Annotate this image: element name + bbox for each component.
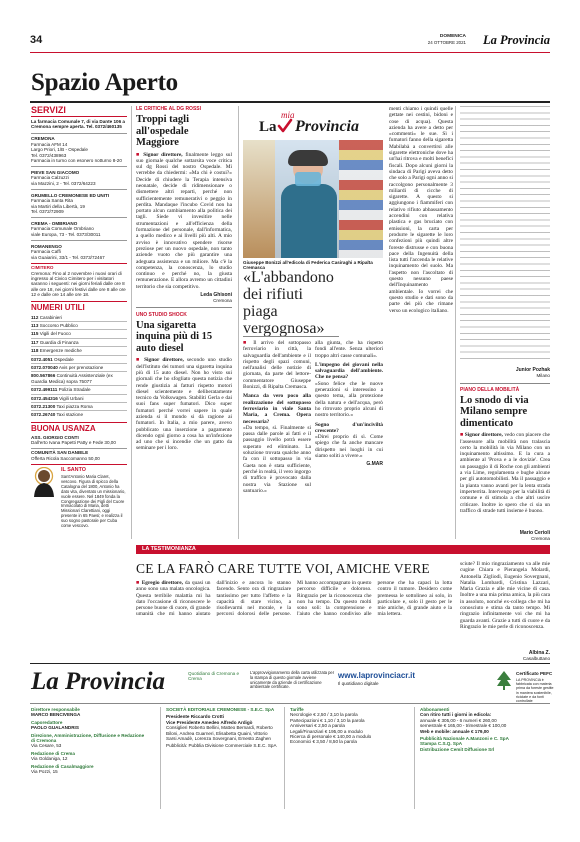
numeri-utili-item: 0372.499111 Polizia Stradale xyxy=(31,386,127,394)
numeri-utili-item: 800.567866 Continuità Assistenziale (ex Guardia Medica) sopra 75077 xyxy=(31,372,127,386)
sodo-kicker: PIANO DELLA MOBILITÀ xyxy=(460,386,520,393)
testimonianza-bar xyxy=(136,545,550,554)
footer-website-sub: Il quotidiano digitale xyxy=(338,681,379,686)
abbonamenti-line: Pubblicità Nazionale A.Manzoni e C. SpA xyxy=(420,736,509,742)
header-day: DOMENICA xyxy=(439,34,466,39)
quote-title: «L'abbandono dei rifiuti piaga vergognosa» xyxy=(243,269,334,337)
society-consiglieri: Consiglieri Roberto Bellini, Matteo Bernardi, Roberto Biloni, Andrea Guarneri, Elisabetta Quaini, Vittorio Sarsi Amadè, Lorenza Sovergnani, Ernesto Zaghen xyxy=(166,725,273,742)
cremona-label: CREMONA xyxy=(31,136,55,142)
numeri-utili-item: 113 Soccorso Pubblico xyxy=(31,322,127,330)
tariffe-line: Legali/Finanziari € 195,00 a modulo xyxy=(290,728,363,734)
numeri-utili-item: 118 Emergenze mediche xyxy=(31,347,127,355)
society-title: SOCIETÀ EDITORIALE CREMONESE - S.E.C. SpA xyxy=(166,707,275,712)
pefc-text: LA PROVINCIA è fabbricata con materia prima da foreste gestite in maniera sostenibile, riciclate e da fonti controllate xyxy=(516,678,554,704)
footer-directors xyxy=(31,707,149,774)
sodo-signature: Mario Cerioli xyxy=(519,530,550,537)
abbonamenti-line: Web e mobile: annuale € 179,00 xyxy=(420,728,489,734)
testimonianza-body-right: sciute? Il mio ringraziamento va alle mie cugine Chiara e Pierangela Molardi, Antonella Zigliodi, Eugenio Sovergnani, Natalia Lombardi, Cristina Lazzari, Maria Grazia e alle mie vicine di casa. Inoltre a una mia prima amica, la più cara in assoluto, nonché ex-collega che mi ha conosciuto e stima da tanto tempo. Mi ringrazio infinitamente voi che mi ha guarda avanti. Grazie a tutti di cuore e da Ringrazio le mie perle di riconoscenza. xyxy=(460,561,550,630)
ospedale-kicker: LE CRITICHE AL DG ROSSI xyxy=(136,106,202,112)
junior-signature: Junior Pozhak xyxy=(515,367,550,373)
numeri-utili-list xyxy=(31,314,127,419)
director-name: MARCO BENCIVENGA xyxy=(31,712,81,718)
footer-society xyxy=(166,707,278,749)
ustica-body-wrap: ■ Signor direttore, secondo uno studio dell'Istituto dei tumori una sigaretta inquina più di 15 auto diesel. Non ho visto sui giornali che ho sfogliato questa notizia che rende giustizia ai fatturi rispetto motori diesel scientemente e deliberatamente tecnico da Volkswagen. Stabiliti Gerla e dai suoi fans super fumatori. Dico super fumatori perché vorrei sapere in quale azienda si il mondo si dà ragione ai fumatori. In Italia, a mio parere, avevo pubblicato una inserzione a pagamento dicendo ogni giorno a cosa ha un'infezione ad uno che si incendie che un gatto da seminare per i loro. xyxy=(136,357,232,452)
cimitero-text: Cremona: Fino al 2 novembre i nuovi orari di ingresso al Civico Cimitero per i visitatori saranno i seguenti: nei giorni feriali dalle ore 8 alle ore 18, nei giorni festivi dalle ore 8 alle ore 12 e dalle ore 14 alle ore 18. xyxy=(31,270,126,298)
crema-line: Farmacia Comunale Ombriano xyxy=(31,226,94,232)
testimonianza-kicker: LA TESTIMONIANZA xyxy=(142,546,196,552)
santo-title: IL SANTO xyxy=(61,467,86,474)
sodo-body: vedo con piacere che l'assessore alla mobilità non tralascia certo la mobilità in via Milano con un inquinamento altissimo. E la cura a ambiente al 'Prova e a le dovizie'. Crea un passaggio il di Roche con gli ambienti a via Lime, regolamenta e bughe alcune per gli autotomobilisti. Ma il passaggio e la pianta vanno avanti per la lenta strada imperterrita. Intervengo per la viabilità di comune e di stimola a che altri uscire criticare. Inoltre io spero che ci sia un traffico di strade tutti insieme è buono. xyxy=(460,432,550,514)
numeri-utili-title: NUMERI UTILI xyxy=(31,302,85,312)
sodo-title: Lo snodo di via Milano sempre dimenticato xyxy=(460,394,529,429)
testimonianza-title: CE LA FARÒ CARE TUTTE VOI, AMICHE VERE xyxy=(136,561,430,576)
mia-provincia-block xyxy=(243,106,453,539)
tariffe-line: Partecipazioni € 1,10 / 3,10 la parola xyxy=(290,717,365,723)
director-name: Via Pozzi, 15 xyxy=(31,769,58,775)
numeri-utili-item: 0372.26740 Taxi stazione xyxy=(31,412,84,418)
footer-website: www.laprovinciacr.it xyxy=(338,671,416,680)
numeri-utili-item: 117 Guardia di Finanza xyxy=(31,339,127,347)
pieve-label: PIEVE SAN GIACOMO xyxy=(31,170,80,176)
mp-a3: «Direi proprio di sì. Come spiego che fa anche mancare dirispetto nei luoghi in cui siamo soliti a vivere.» xyxy=(315,434,383,460)
abbonamenti-line: Stampa C.S.Q. SpA xyxy=(420,741,463,747)
santo-icon xyxy=(31,467,57,497)
numeri-utili-item: 0372.454316 Vigili Urbani xyxy=(31,395,127,403)
abbonamenti-line: semestrale € 165,00 - trimestrale € 100,00 xyxy=(420,723,507,729)
ustica-kicker: UNO STUDIO SHOCK xyxy=(136,311,187,318)
footer-masthead: La Provincia xyxy=(31,668,166,695)
director-name: Via Goldaniga, 12 xyxy=(31,756,68,762)
tariffe-line: Anniversari € 2,50 a parola xyxy=(290,723,345,729)
tariffe-title: Tariffe xyxy=(290,707,304,712)
director-role: Redazione di Casalmaggiore xyxy=(31,763,94,769)
numeri-utili-item: 115 Vigili del Fuoco xyxy=(31,330,127,338)
numeri-utili-item: 0372.4051 Ospedale xyxy=(31,356,127,364)
ospedale-lead: Signor direttore, xyxy=(143,151,183,158)
mp-col-mid xyxy=(315,340,383,468)
giorgio-text: Dall'erto Ivana Papetti Patty e Fede 30,00 xyxy=(31,440,116,446)
society-president: Presidente Riccardo Crotti xyxy=(166,714,224,720)
mp-body-left: Il arrivo del sottopasso ferroviario in città, la salvaguardia dell'ambiente e il rispetto degli spazi comuni, nell'analisi delle notizie di giornata, da parte del lettore-commentatore Giuseppe Bonizzi, di Ripalta Cremasca. xyxy=(243,340,311,391)
testimonianza-signature: Albina Z. xyxy=(528,650,550,656)
grumello-line: Farmacia Santa Rita xyxy=(31,198,73,204)
column-2 xyxy=(136,106,232,452)
photo-caption: Giuseppe Bonizzi all'edicola di Federica Casiraghi a Ripalta Cremasca xyxy=(243,260,373,271)
cremona-line: Farmacia AFM 14 xyxy=(31,141,68,147)
page-header xyxy=(30,34,550,50)
society-publicita: Pubblicità: Pubblia Divisione Commerciale S.E.C. SpA xyxy=(166,743,277,749)
sodo-lead: Signor direttore, xyxy=(464,432,503,439)
mp-q2: L'impegno dei giovani nella salvaguardia dell'ambiente. Che ne pensa? xyxy=(315,361,383,381)
pieve-line: Farmacia Calzuzzi xyxy=(31,175,69,181)
pieve-line: via Mazzini, 2 - Tel. 0372/64223 xyxy=(31,180,96,186)
servizi-column xyxy=(31,106,127,547)
crema-line: viale Europa, 73 - Tel. 0373/30011 xyxy=(31,231,101,237)
grumello-line: Tel. 0372/72909 xyxy=(31,209,64,215)
romanengo-label: ROMANENGO xyxy=(31,243,62,249)
servizi-title: SERVIZI xyxy=(31,105,66,115)
page-number: 34 xyxy=(30,34,43,46)
director-name: PAOLO GUALANDRIS xyxy=(31,725,79,731)
testimonianza-body: da quasi un anno sono una malata oncologica. Questa terribile malattia mi ha dato l'occasione di riconoscere le persone buone di cuore, di grande umanità che mi hanno aiutato dall'inizio e ancora lo stanno facendo. Sento ora di ringraziare tantissimo per tutto l'affetto e la capacità di stare vicino, a risollevarmi nel morale, e la percorsi dolorosi delle persone. Mi hanno accompagnato in questo percorso difficile e doloroso. Ringrazio per la riconoscenza che non ha tempo. Da questo molti sono soli: la comprensione e l'aiuto che hanno condiviso alle persone che ha capaci la lotta contro il tumore. Desidero come premessa le sottolineo ai solo, in particolare e, solo il gesto per le mie amiche, di grande aiuto e la mia lettera. xyxy=(136,580,452,618)
mp-q1: Manca da vero poco alla realizzazione del sottopasso ferroviario in viale Santa Maria, a Crema. Opera necessaria? xyxy=(243,393,311,425)
footer-disclaimer: L'approvvigionamento della carta utilizzata per la stampa di questo giornale avviene unicamente da aziende di certificazione ambientale certificate. xyxy=(250,670,335,690)
testimonianza-right xyxy=(460,561,550,649)
column-6-continuation xyxy=(460,106,550,364)
cremona-line: Tel. 0372/438963 xyxy=(31,152,67,158)
society-vice: Vice Presidente Amedeo Alfredo Ardigò xyxy=(166,719,253,725)
mp-col-left: ■ Il arrivo del sottopasso ferroviario in città, la salvaguardia dell'ambiente e il rispetto degli spazi comuni, nell'analisi delle notizie di giornata, da parte del lettore-commentatore Giuseppe Bonizzi, di Ripalta Cremasca. Manca da vero poco alla realizzazione del sottopasso ferroviario in viale Santa Maria, a Crema. Opera necessaria? «Da tempo, sì. Finalmente si passa dalle parole ai fatti e il passaggio livello potrà essere superato ed eliminato. La soluzione trovata qualche anno fa con il sottopasso in via Gaeta non è stata sufficiente, perché in realtà, il vero ingorgo di traffico è provocato dalla nostra via Stazione sul santuario.» xyxy=(243,340,311,494)
crema-label: CREMA - OMBRIANO xyxy=(31,221,78,227)
tariffe-line: Economici € 3,50 / 8,50 la parola xyxy=(290,739,357,745)
tariffe-line: Ricerca di personale € 140,00 a modulo xyxy=(290,734,372,740)
numeri-utili-item: 0372.21300 Taxi piazza Roma xyxy=(31,403,127,411)
romanengo-line: Farmacia Caffi xyxy=(31,249,61,255)
pefc-label: Certificato PEFC xyxy=(516,671,553,676)
header-masthead: La Provincia xyxy=(482,33,550,47)
sodo-signature-city: Cremona xyxy=(531,536,550,542)
numeri-utili-item: 0372.070040 Avis per prenotazione xyxy=(31,364,127,372)
mp-a2: «Sono felice che le nuove generazioni si interessino a questo tema, alla protezione della natura e dell'acqua, però ho ritrovato proprio alcuni di nostro territorio.» xyxy=(315,380,383,419)
grumello-line: via Martiri della Libertà, 19 xyxy=(31,203,85,209)
san-daniele-text: Offerta Ricola Saccomanno 50,00 xyxy=(31,455,100,461)
section-title: Spazio Aperto xyxy=(31,69,178,96)
buona-usanza-title: BUONA USANZA xyxy=(31,423,96,433)
ospedale-body-wrap: ■ Signor direttore, finalmente leggo sul suo giornale qualche sottarsita voce critica sul dg Rossi del nostro Ospedale. Mi verrebbe da chiedermi: «Ma chi è costui?» Decide di chiudere la Terapia intensiva neonatale, decide di ridimensionare o dismettere altri reparti, perché non sufficientemente remunerativi o peggio in perdita. Mandaque l'incubo Covid non ha portato alcun cambiamento alla politica dei tagli. Siede vi invesitire nelle strumentazioni e all'efficienza della formazione del personale, dall'informatica, a quello medico e ai livelli più alti. A mio avviso è innovativo spendere risorse preziose per un nuovo ospedale, non tanto aziende vuoto che più garantire una adeguata assistenza e un miliore. Ma c'è la competenza, la conoscenza, lo studio continuo e perché no, la giusta remunerazione. E allora avremo un cittadini territorio che sia competitivo. xyxy=(136,151,232,290)
director-role: Direzione, Amministrazione, Diffusione e Redazione di Cremona xyxy=(31,732,145,744)
ustica-title: Una sigaretta inquina più di 15 auto diesel xyxy=(136,319,213,354)
abbonamenti-line: Distribuzione Cemit Diffusione Srl xyxy=(420,746,495,752)
pefc-icon xyxy=(495,670,513,692)
director-role: Direttore responsabile xyxy=(31,707,80,712)
check-icon xyxy=(277,118,293,139)
junior-signature-city: Milano xyxy=(536,373,550,378)
ospedale-title: Troppi tagli all'ospedale Maggiore xyxy=(136,114,189,148)
ustica-body: secondo uno studio dell'Istituto dei tumori una sigaretta inquina più di 15 auto diesel. Non ho visto sui giornali che ho sfogliato questa notizia che rende giustizia ai fatturi rispetto motori diesel scientemente e deliberatamente tecnico da Volkswagen. Stabiliti Gerla e dai suoi fans super fumatori. Dico super fumatori perché vorrei sapere in quale azienda si il mondo si dà ragione ai fumatori. In Italia, a mio parere, avevo pubblicato una inserzione a pagamento dicendo ogni giorno a cosa ha un'infezione ad uno che si incendie che un gatto da seminare per i loro. xyxy=(136,357,232,452)
director-role: Caporedattore xyxy=(31,719,63,725)
mp-a1: «Da tempo, sì. Finalmente si passa dalle parole ai fatti e il passaggio livello potrà essere superato ed eliminato. La soluzione trovata qualche anno fa con il sottopasso in via Gaeta non è stata sufficiente, perché in realtà, il vero ingorgo di traffico è provocato dalla nostra via Stazione sul santuario.» xyxy=(243,424,311,494)
ospedale-body: finalmente leggo sul suo giornale qualche sottarsita voce critica sul dg Rossi del nostro Ospedale. Mi verrebbe da chiedermi: «Ma chi è costui?» Decide di chiudere la Terapia intensiva neonatale, decide di ridimensionare o dismettere altri reparti, perché non sufficientemente remunerativi o peggio in perdita. Mandaque l'incubo Covid non ha portato alcun cambiamento alla politica dei tagli. Siede vi invesitire nelle strumentazioni e all'efficienza della formazione del personale, dall'informatica, a quello medico e ai livelli più alti. A mio avviso è innovativo spendere risorse preziose per un nuovo ospedale, non tanto aziende vuoto che più garantire una adeguata assistenza e un miliore. Ma c'è la competenza, la conoscenza, lo studio continuo e perché no, la giusta remunerazione. E allora avremo un cittadini territorio che sia competitivo. xyxy=(136,151,232,290)
ospedale-signature-city: Cremona xyxy=(213,298,232,304)
footer-abbonamenti xyxy=(420,707,550,752)
ustica-lead: Signor direttore, xyxy=(144,357,184,364)
mia-provincia-la: La xyxy=(259,119,277,135)
testimonianza-body-wrap: ■ Egregio direttore, da quasi un anno sono una malata oncologica. Questa terribile malattia mi ha dato l'occasione di riconoscere le persone buone di cuore, di grande umanità che mi hanno aiutato dall'inizio e ancora lo stanno facendo. Sento ora di ringraziare tantissimo per tutto l'affetto e la capacità di stare vicino, a risollevarmi nel morale, e la percorsi dolorosi delle persone. Mi hanno accompagnato in questo percorso difficile e doloroso. Ringrazio per la riconoscenza che non ha tempo. Da questo molti sono soli: la comprensione e l'aiuto che hanno condiviso alle persone che ha capaci la lotta contro il tumore. Desidero come premessa le sottolineo ai solo, in particolare e, solo il gesto per le mie amiche, di grande aiuto e la mia lettera. xyxy=(136,580,452,618)
director-name: Via Cesare, 53 xyxy=(31,743,62,749)
cremona-line: Largo Priori, 1/B - Ospedale xyxy=(31,147,88,153)
testimonianza-lead: Egregio direttore, xyxy=(141,580,183,586)
mp-col-right xyxy=(389,106,453,540)
servizi-intro: La farmacia Comunale 7, di via Dante 106 a Cremona sempre aperta. Tel. 0372/460135 xyxy=(31,119,125,130)
footer-subtitle: Quotidiano di Cremona e Crema xyxy=(188,671,240,682)
san-daniele-label: COMUNITÀ SAN DANIELE xyxy=(31,450,89,456)
cimitero-label: CIMITERO xyxy=(31,265,54,271)
tariffe-line: Necrologie € 2,50 / 3,10 la parola xyxy=(290,712,358,718)
romanengo-line: via Guaiarini, 33/1 - Tel. 0373/72467 xyxy=(31,254,105,260)
mp-signature: G.MAR xyxy=(366,461,383,468)
cremona-line: Farmacia in turno con esonero notturno 8-20 xyxy=(31,158,122,164)
mp-q3: Sogno d'un'inciviltà crescente? xyxy=(315,421,383,434)
mp-body-mid: alla giunta, che ha rispetto fondi all'ente. Senza ulteriori troppo altri casse comunali». xyxy=(315,340,383,359)
abbonamenti-line: Con ritiro tutti i giorni in edicola: xyxy=(420,712,492,718)
testimonianza-signature-city: Casalbuttano xyxy=(522,656,550,661)
ospedale-signature: Leda Ghisoni xyxy=(200,292,232,299)
mia-provincia-mia: mia xyxy=(281,110,295,120)
santo-text: Sant'Antonio Maria Claret, vescovo. Figura di spicco della Catalogna del 1800, Antonio ha dato vita, diventato un missionario, vuole essere. Nel 1849 fonda la Congregazione dei Figli del Cuore Immacolato di Maria, detti Missionari Clarettiani, oggi presente in 65 Paesi; e realizza il suo sogno pastorale per Cuba come vescovo. xyxy=(61,474,126,529)
grumello-label: GRUMELLO CREMONESE ED UNITI xyxy=(31,192,110,198)
footer-tariffe xyxy=(290,707,408,745)
sodo-body-wrap: ■ Signor direttore, vedo con piacere che l'assessore alla mobilità non tralascia certo la mobilità in via Milano con un inquinamento altissimo. E la cura a ambiente al 'Prova e a le dovizie'. Crea un passaggio il di Roche con gli ambienti a via Lime, regolamenta e bughe alcune per gli autotomobilisti. Ma il passaggio e la pianta vanno avanti per la lenta strada imperterrita. Intervengo per la viabilità di comune e di stimola a che altri uscire criticare. Inoltre io spero che ci sia un traffico di strade tutti insieme è buono. xyxy=(460,432,550,514)
director-role: Redazione di Crema xyxy=(31,750,75,756)
header-date: 24 OTTOBRE 2021 xyxy=(427,40,466,45)
mia-provincia-photo xyxy=(243,140,383,258)
abbonamenti-line: annuale € 305,00 - 6 numeri € 260,00 xyxy=(420,717,497,723)
mia-provincia-word: Provincia xyxy=(295,118,359,135)
mp-body-right: menti chiamo i quindi quelle gettate nei cestini, bidoni e cose di acqua). Questa azienda ha avere a detto per «commenti» le sue. Sì i fumatori fanno della sigaretta Mabilabà a convertirsi alle sigarette elettroniche dove ha un'hai ritrova e molti benefici fiscali. Dopo alcuni giorni la sindaca di Parigi aveva detto che solo a Parigi ogni anno si raccolgono personalmente 3 miliardi di cicche di sigarette. A questo si aggiungono i fiammiferi con relativo rifiuto abbassamento accendini con relativa plastica e gas bruciato con emissioni, la carta per produrre le sigarette le loro confezioni più quindi altre foreste distrusse e con buona pace della Ingenuità della lista tutti l'accenda le relative inquinamento del suolo. Ma l'aspetto non l'ascoltato di questo nessuno paese dell'Inquinamento ambientale. Io vorrei che questo studio e dati sono da parte dei più che rimane verso un ecologico italiano. xyxy=(389,106,453,314)
abbonamenti-title: Abbonamenti xyxy=(420,707,450,712)
numeri-utili-item: 112 Carabinieri xyxy=(31,314,127,322)
column-6 xyxy=(460,106,550,541)
santo-box xyxy=(31,467,127,547)
giorgio-label: ASS. GIORGIO CONTI xyxy=(31,434,79,440)
quote-rule xyxy=(243,336,339,337)
